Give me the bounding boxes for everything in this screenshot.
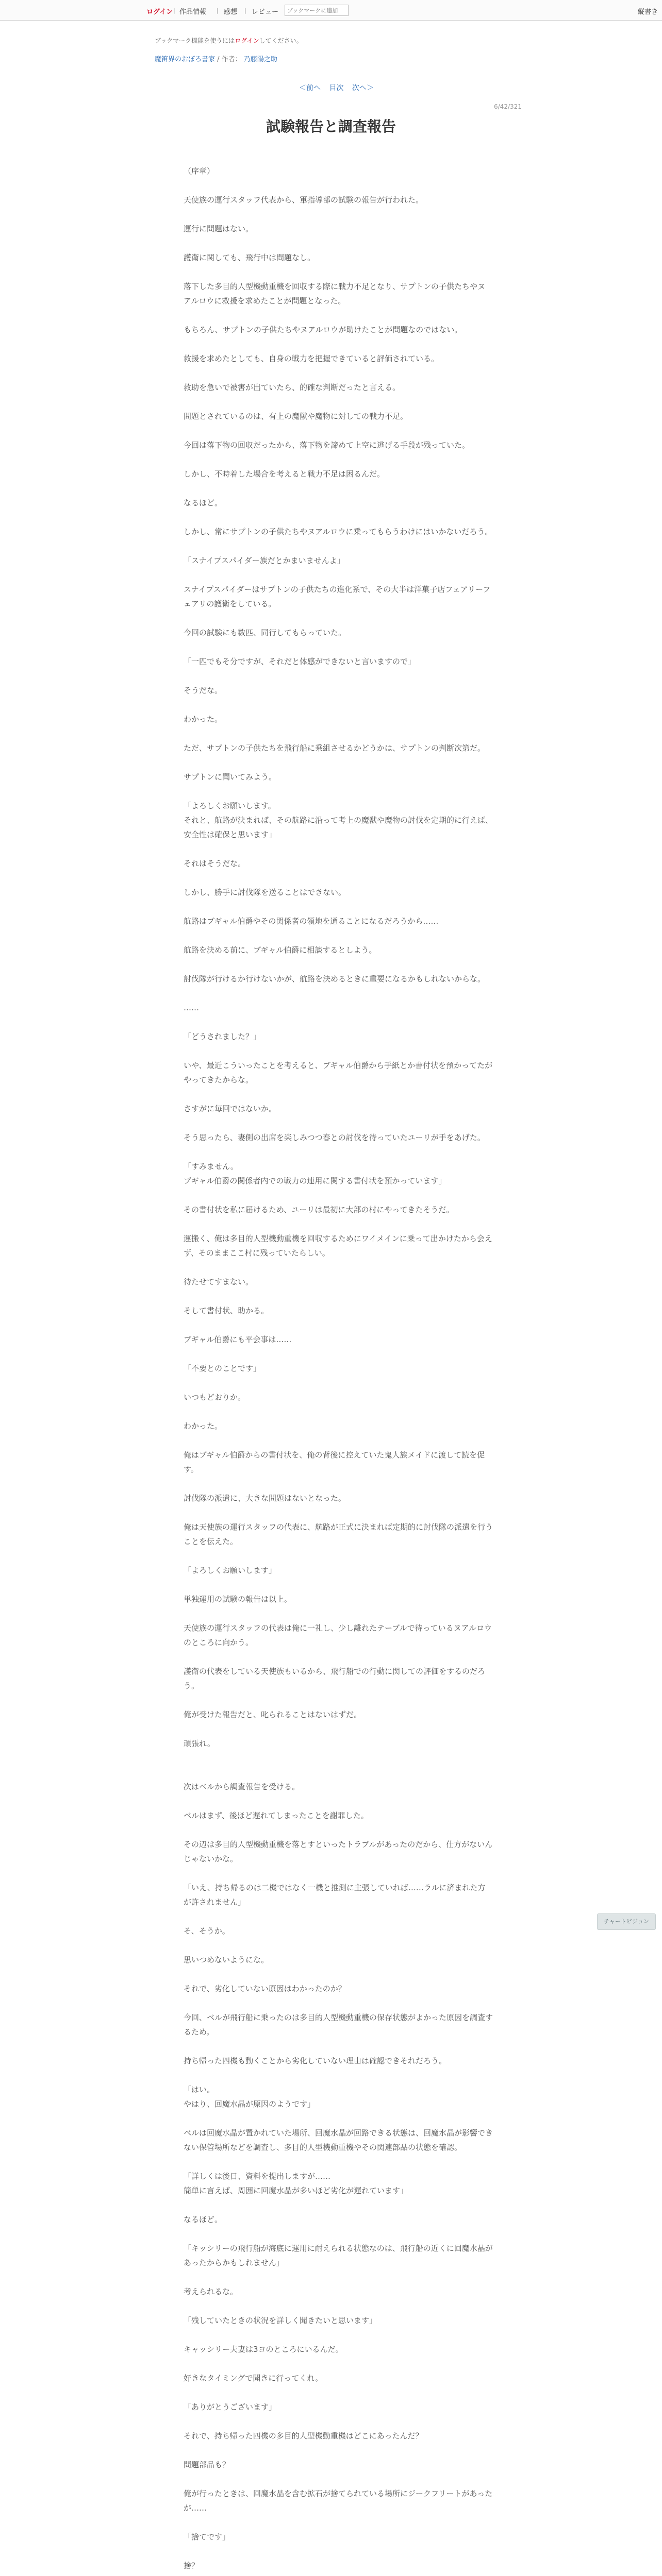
body-paragraph: 救援を求めたとしても、自身の戦力を把握できていると評価されている。 (184, 354, 439, 363)
body-paragraph: ブギャル伯爵にも平会事は…… (184, 1335, 292, 1344)
nav-reviews[interactable]: レビュー (252, 8, 279, 16)
body-paragraph: しかし、常にサプトンの子供たちやヌアルロウに乗ってもらうわけにはいかないだろう。 (184, 527, 493, 536)
body-paragraph: もちろん、サプトンの子供たちやヌアルロウが助けたことが問題なのではない。 (184, 325, 462, 334)
body-paragraph: 「すみません。 ブギャル伯爵の関係者内での戦力の連用に関する書付状を預かっています」 (184, 1162, 446, 1185)
body-paragraph: 「スナイプスパイダー族だとかまいませんよ」 (184, 556, 345, 565)
body-paragraph: 次はベルから調査報告を受ける。 (184, 1782, 300, 1791)
body-paragraph: ベルはまず、後ほど遅れてしまったことを謝罪した。 (184, 1811, 369, 1820)
body-paragraph: さすがに毎回ではないか。 (184, 1104, 277, 1113)
body-paragraph: それで、劣化していない原因はわかったのか？ (184, 1984, 346, 1993)
body-paragraph: そ、そうか。 (184, 1926, 230, 1936)
nav-separator: | (173, 7, 175, 14)
body-paragraph: 運行に問題はない。 (184, 224, 254, 233)
body-paragraph: いや、最近こういったことを考えると、ブギャル伯爵から手紙とか書付状を預かってたがやってきたからな。 (184, 1061, 493, 1084)
table-of-contents-link[interactable]: 目次 (329, 84, 344, 92)
body-paragraph: 「ありがとうございます」 (184, 2402, 277, 2412)
body-paragraph: 護衛の代表をしている天使族もいるから、飛行船での行動に関しての評価をするのだろう。 (184, 1667, 486, 1690)
body-paragraph: 問題とされているのは、有上の魔獣や魔物に対しての戦力不足。 (184, 412, 408, 421)
note-login-link[interactable]: ログイン (235, 37, 259, 44)
body-paragraph: 「キッシリーの飛行船が海底に運用に耐えられる状態なのは、飛行船の近くに回魔水晶があったからかもしれません」 (184, 2244, 493, 2267)
chapter-body (184, 164, 493, 2576)
body-paragraph: 運搬く、俺は多目的人型機動重機を回収するためにワイメインに乗って出かけたから会えず、そのままここ村に残っていたらしい。 (184, 1234, 492, 1258)
body-paragraph: キャッシリー夫妻は3ヨのところにいるんだ。 (184, 2345, 343, 2354)
body-paragraph: 落下した多目的人型機動重機を回収する際に戦力不足となり、サプトンの子供たちやヌアルロウに救援を求めたことが問題となった。 (184, 282, 486, 306)
body-paragraph: 天使族の運行スタッフ代表から、軍指導部の試験の報告が行われた。 (184, 195, 424, 205)
body-paragraph: 天使族の運行スタッフの代表は俺に一礼し、少し離れたテーブルで待っているヌアルロウのところに向かう。 (184, 1623, 492, 1647)
next-chapter-link[interactable]: 次へ＞ (352, 84, 374, 92)
body-paragraph: 航路を決める前に、ブギャル伯爵に相談するとしよう。 (184, 945, 377, 955)
body-paragraph: 単独運用の試験の報告は以上。 (184, 1595, 292, 1604)
body-paragraph: 「はい。 やはり、回魔水晶が原因のようです」 (184, 2085, 316, 2109)
body-paragraph: 今回の試験にも数匹、同行してもらっていた。 (184, 628, 346, 637)
body-paragraph: 今回は落下物の回収だったから、落下物を諦めて上空に逃げる手段が残っていた。 (184, 440, 470, 450)
body-paragraph: その書付状を私に届けるため、ユーリは最初に大部の村にやってきたそうだ。 (184, 1205, 454, 1214)
body-paragraph: 俺が行ったときは、回魔水晶を含む拡石が捨てられている場所にジークフリートがあったが…… (184, 2489, 493, 2513)
body-paragraph: 俺は天使族の運行スタッフの代表に、航路が正式に決まれば定期的に討伐隊の派遣を行うことを伝えた。 (184, 1522, 493, 1546)
body-paragraph (184, 1765, 493, 1780)
body-paragraph: 「詳しくは後日、資料を提出しますが…… 簡単に言えば、周囲に回魔水晶が多いほど劣化が遅れています」 (184, 2172, 408, 2195)
note-suffix: してください。 (259, 37, 303, 44)
breadcrumb (155, 54, 277, 63)
nav-work-info[interactable]: 作品情報 (179, 8, 207, 16)
prev-chapter-link[interactable]: ＜前へ (299, 84, 321, 92)
body-paragraph: なるほど。 (184, 2215, 223, 2224)
body-paragraph: しかし、勝手に討伐隊を送ることはできない。 (184, 888, 346, 897)
author-link[interactable]: 乃藤陽之助 (243, 56, 277, 63)
body-paragraph: 航路はブギャル伯爵やその関係者の領地を通ることになるだろうから…… (184, 917, 439, 926)
body-paragraph: 頑張れ。 (184, 1739, 215, 1748)
body-paragraph: その辺は多目的人型機動重機を落とすといったトラブルがあったのだから、仕方がないんじゃないかな。 (184, 1840, 493, 1863)
body-paragraph: スナイプスパイダーはサプトンの子供たちの進化系で、その大半は洋菓子店フェアリーフェアリの護衛をしている。 (184, 585, 491, 608)
chapter-pager (296, 82, 377, 93)
note-prefix: ブックマーク機能を使うには (155, 37, 235, 44)
body-paragraph: 「残していたときの状況を詳しく聞きたいと思います」 (184, 2316, 377, 2325)
body-paragraph: 今回、ベルが飛行船に乗ったのは多目的人型機動重機の保存状態がよかった原因を調査するため。 (184, 2013, 493, 2037)
nav-impressions[interactable]: 感想 (224, 8, 238, 16)
body-paragraph: 「よろしくお願いします」 (184, 1566, 277, 1575)
body-paragraph: わかった。 (184, 1421, 223, 1431)
body-paragraph: サプトンに聞いてみよう。 (184, 772, 277, 782)
body-paragraph: なるほど。 (184, 498, 223, 507)
body-paragraph: そうだな。 (184, 686, 223, 695)
body-paragraph: 救助を急いで被害が出ていたら、的確な判断だったと言える。 (184, 383, 401, 392)
nav-separator: | (244, 7, 246, 14)
body-paragraph: （序章） (184, 166, 215, 176)
top-navigation-bar (0, 0, 662, 21)
body-paragraph: 問題部品も？ (184, 2460, 230, 2469)
body-paragraph: それはそうだな。 (184, 859, 246, 868)
login-link[interactable]: ログイン (146, 8, 173, 16)
body-paragraph: 討伐隊の派遣に、大きな問題はないとなった。 (184, 1494, 346, 1503)
body-paragraph: 俺が受けた報告だと、叱られることはないはずだ。 (184, 1710, 362, 1719)
body-paragraph: 「不要とのことです」 (184, 1364, 261, 1373)
body-paragraph: 「いえ、持ち帰るのは二機ではなく一機と推測に主張していれば……ラルに済まれた方が許されません」 (184, 1883, 486, 1907)
body-paragraph: 「どうされました？」 (184, 1032, 261, 1041)
body-paragraph: …… (184, 1003, 199, 1012)
body-paragraph: 考えられるな。 (184, 2287, 238, 2296)
bookmark-login-note (155, 36, 303, 45)
body-paragraph: 捨？ (184, 2561, 200, 2570)
chapter-title: 試験報告と調査報告 (266, 118, 396, 135)
work-title-link[interactable]: 魔笛界のおぼろ書家 (155, 56, 216, 63)
body-paragraph: ただ、サプトンの子供たちを飛行船に乗組させるかどうかは、サプトンの判断次第だ。 (184, 743, 486, 753)
body-paragraph: 俺はブギャル伯爵からの書付状を、俺の背後に控えていた鬼人族メイドに渡して読を促す。 (184, 1450, 485, 1474)
bookmark-add-field[interactable] (285, 5, 349, 16)
body-paragraph: そう思ったら、妻側の出席を楽しみつつ春との討伐を待っていたユーリが手をあげた。 (184, 1133, 485, 1142)
body-paragraph: 好きなタイミングで聞きに行ってくれ。 (184, 2374, 323, 2383)
author-label: 作者： (221, 56, 242, 63)
body-paragraph: 護衛に関しても、飛行中は問題なし。 (184, 253, 316, 262)
body-paragraph: 持ち帰った四機も動くことから劣化していない理由は確認できそれだろう。 (184, 2056, 447, 2065)
body-paragraph: ベルは回魔水晶が置かれていた場所、回魔水晶が回路できる状態は、回魔水晶が影響できない保管場所などを調査し、多目的人型機動重機やその関連部品の状態を確認。 (184, 2128, 493, 2152)
body-paragraph: 「捨てです」 (184, 2532, 230, 2541)
vertical-writing-link[interactable]: 縦書き (637, 8, 658, 16)
breadcrumb-separator: / (217, 56, 222, 63)
body-paragraph: 「よろしくお願いします。 それと、航路が決まれば、その航路に沿って考上の魔獣や魔物の討伐を定期的に行えば、安全性は確保と思います」 (184, 801, 493, 839)
side-floating-button[interactable]: チャートビジョン (597, 1913, 656, 1930)
body-paragraph: しかし、不時着した場合を考えると戦力不足は困るんだ。 (184, 469, 385, 479)
body-paragraph: わかった。 (184, 715, 223, 724)
body-paragraph: そして書付状、助かる。 (184, 1306, 269, 1315)
body-paragraph: 「一匹でもそ分ですが、それだと体感ができないと言いますので」 (184, 657, 416, 666)
body-paragraph: 思いつめないようにな。 (184, 1955, 269, 1964)
body-paragraph: いつもどおりか。 (184, 1393, 246, 1402)
nav-separator: | (217, 7, 219, 14)
body-paragraph: 待たせてすまない。 (184, 1277, 254, 1286)
chapter-number: 6/42/321 (494, 103, 522, 110)
body-paragraph: 討伐隊が行けるか行けないかが、航路を決めるときに重要になるかもしれないからな。 (184, 974, 486, 984)
body-paragraph: それで、持ち帰った四機の多目的人型機動重機はどこにあったんだ？ (184, 2431, 423, 2441)
